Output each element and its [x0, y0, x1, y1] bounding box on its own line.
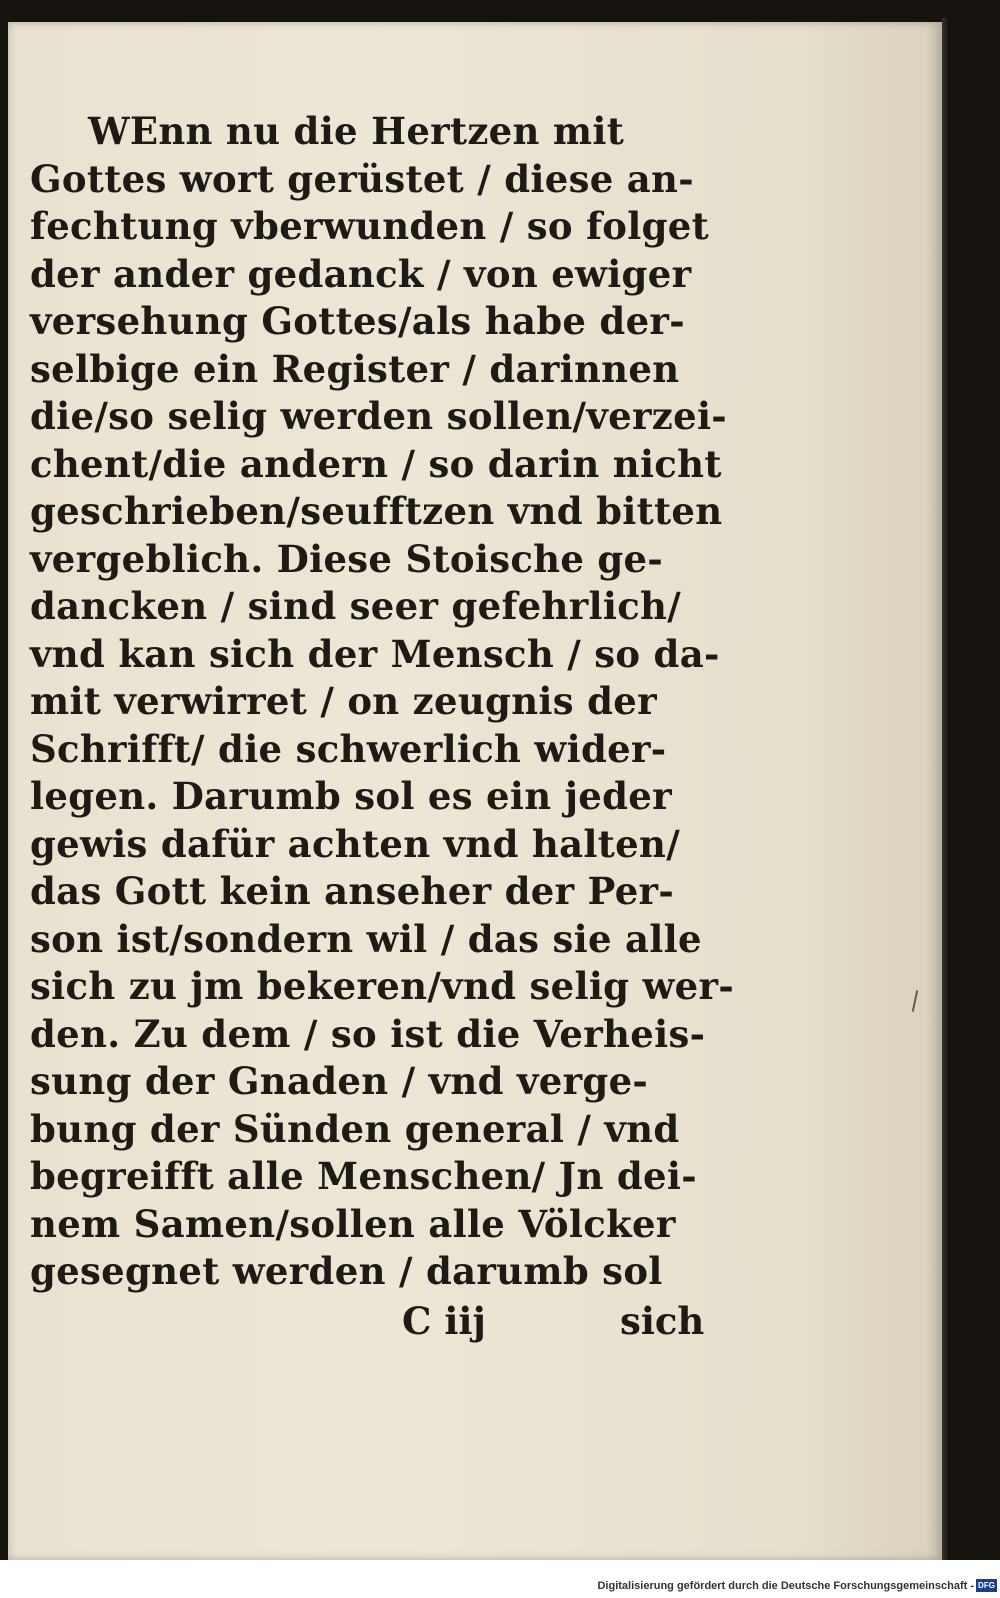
- text-line: der ander gedanck / von ewiger: [30, 251, 692, 296]
- credit-strip: [0, 1560, 1000, 1598]
- text-line: Schrifft/ die schwerlich wider-: [30, 726, 667, 771]
- digitization-credit: Digitalisierung gefördert durch die Deutsche Forschungsgemeinschaft -: [597, 1580, 974, 1592]
- text-line: fechtung vberwunden / so folget: [30, 204, 710, 248]
- text-line: selbige ein Register / darinnen: [30, 346, 680, 391]
- text-line: sung der Gnaden / vnd verge-: [30, 1059, 649, 1103]
- text-line: chent/die andern / so darin nicht: [30, 441, 722, 486]
- text-line: nem Samen/sollen alle Völcker: [30, 1201, 676, 1246]
- text-line: das Gott kein anseher der Per-: [30, 869, 674, 913]
- text-line: gewis dafür achten vnd halten/: [30, 821, 681, 866]
- catchword: sich: [620, 1299, 705, 1343]
- text-line: die/so selig werden sollen/verzei-: [30, 394, 727, 438]
- text-line: legen. Darumb sol es ein jeder: [30, 774, 672, 818]
- text-line: vnd kan sich der Mensch / so da-: [30, 631, 720, 676]
- text-line: sich zu jm bekeren/vnd selig wer-: [30, 964, 734, 1008]
- text-line: mit verwirret / on zeugnis der: [30, 679, 657, 723]
- text-line: begreifft alle Menschen/ Jn dei-: [30, 1154, 697, 1198]
- page-text: [30, 108, 734, 1296]
- text-line: den. Zu dem / so ist die Verheis-: [30, 1011, 706, 1056]
- text-line: Gottes wort gerüstet / diese an-: [30, 156, 694, 201]
- signature-mark: C iij: [402, 1299, 486, 1343]
- text-line: versehung Gottes/als habe der-: [30, 299, 685, 343]
- text-line: WEnn nu die Hertzen mit: [88, 109, 625, 153]
- text-line: dancken / sind seer gefehrlich/: [30, 584, 682, 628]
- text-line: bung der Sünden general / vnd: [30, 1106, 680, 1151]
- page-edge: [942, 18, 950, 1560]
- dfg-logo: DFG: [976, 1579, 997, 1592]
- page-footer: [30, 1298, 705, 1348]
- text-line: vergeblich. Diese Stoische ge-: [30, 536, 664, 581]
- text-line: geschrieben/seufftzen vnd bitten: [30, 489, 723, 533]
- text-line: gesegnet werden / darumb sol: [30, 1249, 663, 1293]
- text-line: son ist/sondern wil / das sie alle: [30, 916, 702, 961]
